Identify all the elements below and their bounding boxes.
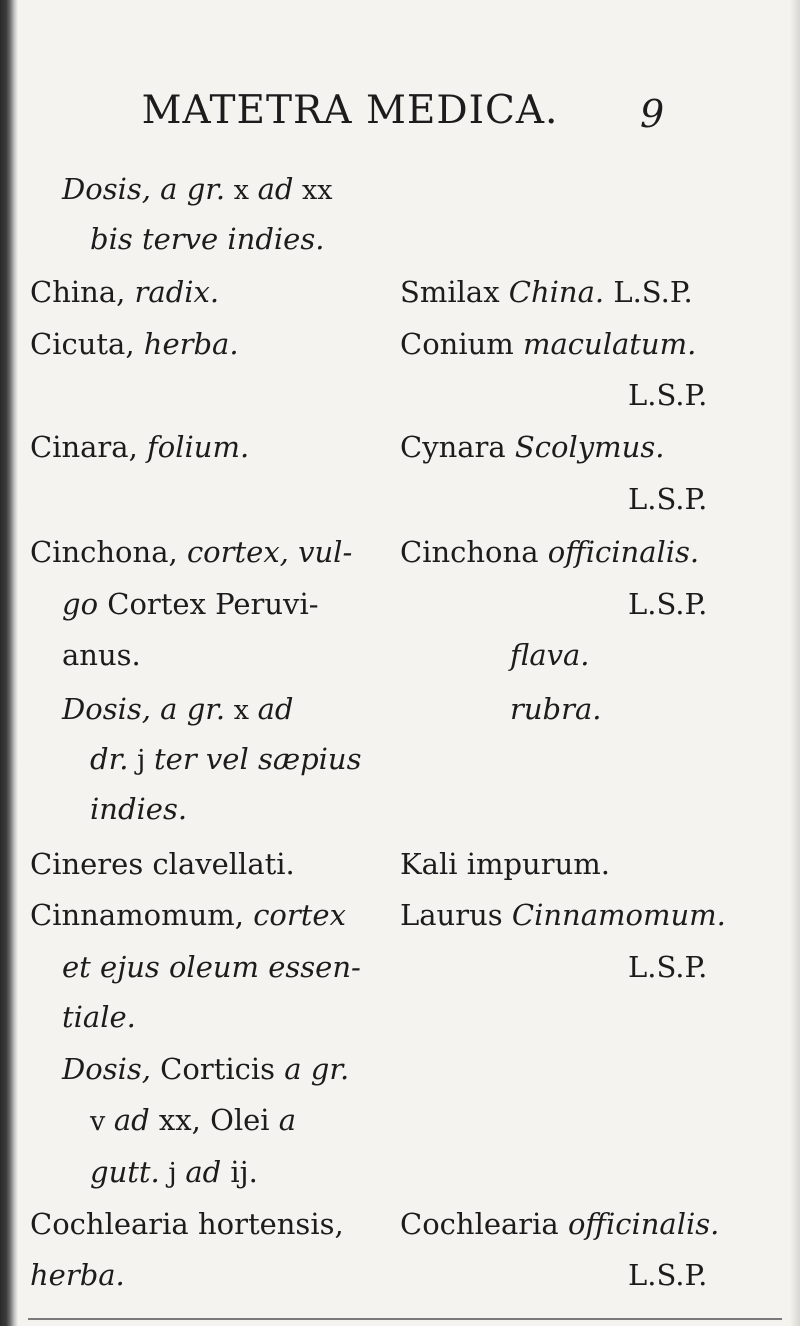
genus: Cochlearia [400,1207,568,1241]
species: Cinnamomum. [511,898,726,932]
entry-part: folium. [147,430,250,464]
dose-ad: ad [257,172,294,206]
dosis-label: Dosis, [62,1052,151,1086]
linnaean-kali: Kali impurum. [400,847,610,881]
dosis-line-1 [62,172,332,206]
entry-name: Cinara, [30,430,148,464]
genus: Cinchona [400,535,548,569]
dose-ad: ad [113,1103,150,1137]
running-header: MATETRA MEDICA. [141,88,559,133]
dosis-label: Dosis, a gr. [62,692,226,726]
entry-cinchona-line-2 [62,587,319,621]
linnaean-laurus [400,898,726,932]
entry-cinnamomum [30,898,346,932]
dose-ad: ad [185,1155,222,1189]
dose-a: a [278,1103,297,1137]
page-edge [790,0,800,1326]
genus: Conium [400,327,523,361]
entry-cinnamomum-line-3: tiale. [62,1000,136,1034]
entry-name: China, [30,275,135,309]
species: officinalis. [567,1207,720,1241]
entry-cinchona-line-3: anus. [62,638,141,672]
cinnamomum-dosis-2 [90,1103,296,1137]
entry-cochlearia: Cochlearia hortensis, [30,1207,344,1241]
dose-amount: j [159,1158,186,1189]
entry-name: Cinchona, [30,535,187,569]
species: Scolymus. [514,430,665,464]
entry-text-italic: go [62,587,99,621]
page-binding-shadow [0,0,18,1326]
cochlearia-reference: L.S.P. [628,1258,708,1292]
genus: Laurus [400,898,512,932]
species: officinalis. [547,535,700,569]
cinchona-reference: L.S.P. [628,587,708,621]
entry-cinnamomum-line-2: et ejus oleum essen- [62,950,361,984]
cynara-reference: L.S.P. [628,482,708,516]
dose-amount: v [90,1106,114,1137]
conium-reference: L.S.P. [628,378,708,412]
entry-part: cortex [253,898,346,932]
linnaean-conium [400,327,696,361]
entry-china [30,275,219,309]
entry-text: Cortex Peruvi- [98,587,319,621]
species: China. [508,275,605,309]
reference: L.S.P. [604,275,693,309]
species: maculatum. [523,327,697,361]
entry-part: cortex, vul- [186,535,353,569]
entry-part: herba. [143,327,239,361]
entry-cinchona [30,535,352,569]
dosis-line-2: bis terve indies. [90,222,325,256]
linnaean-cinchona [400,535,699,569]
linnaean-smilax [400,275,693,309]
entry-cineres: Cineres clavellati. [30,847,295,881]
entry-cochlearia-part: herba. [30,1258,125,1292]
cinchona-flava: flava. [510,638,590,672]
dose-amount-2: ij. [221,1155,258,1189]
dosis-label: Dosis, a gr. [62,172,226,206]
entry-part: radix. [134,275,220,309]
entry-name: Cinnamomum, [30,898,254,932]
cinchona-dosis-3: indies. [90,792,188,826]
dose-ad: ad [257,692,294,726]
cinchona-dosis-2 [90,742,362,776]
cinchona-rubra: rubra. [510,692,602,726]
genus: Smilax [400,275,509,309]
cinchona-dosis-1 [62,692,293,726]
dose-unit: dr. [90,742,129,776]
dose-amount-2: xx [293,175,333,206]
linnaean-cynara [400,430,664,464]
page-bottom-edge [28,1318,782,1320]
dose-amount: j [128,745,155,776]
page-number: 9 [640,92,665,136]
dose-amount: x [225,695,258,726]
dose-unit: gutt. [90,1155,160,1189]
linnaean-cochlearia [400,1207,719,1241]
entry-cicuta [30,327,239,361]
cinnamomum-dosis-3 [90,1155,258,1189]
cinnamomum-dosis-1 [62,1052,349,1086]
dose-amount: x [225,175,258,206]
genus: Cynara [400,430,515,464]
dose-text: xx, Olei [149,1103,279,1137]
entry-name: Cicuta, [30,327,144,361]
dose-unit: a gr. [284,1052,350,1086]
laurus-reference: L.S.P. [628,950,708,984]
dose-frequency: ter vel sæpius [154,742,362,776]
dose-text: Corticis [150,1052,285,1086]
entry-cinara [30,430,249,464]
